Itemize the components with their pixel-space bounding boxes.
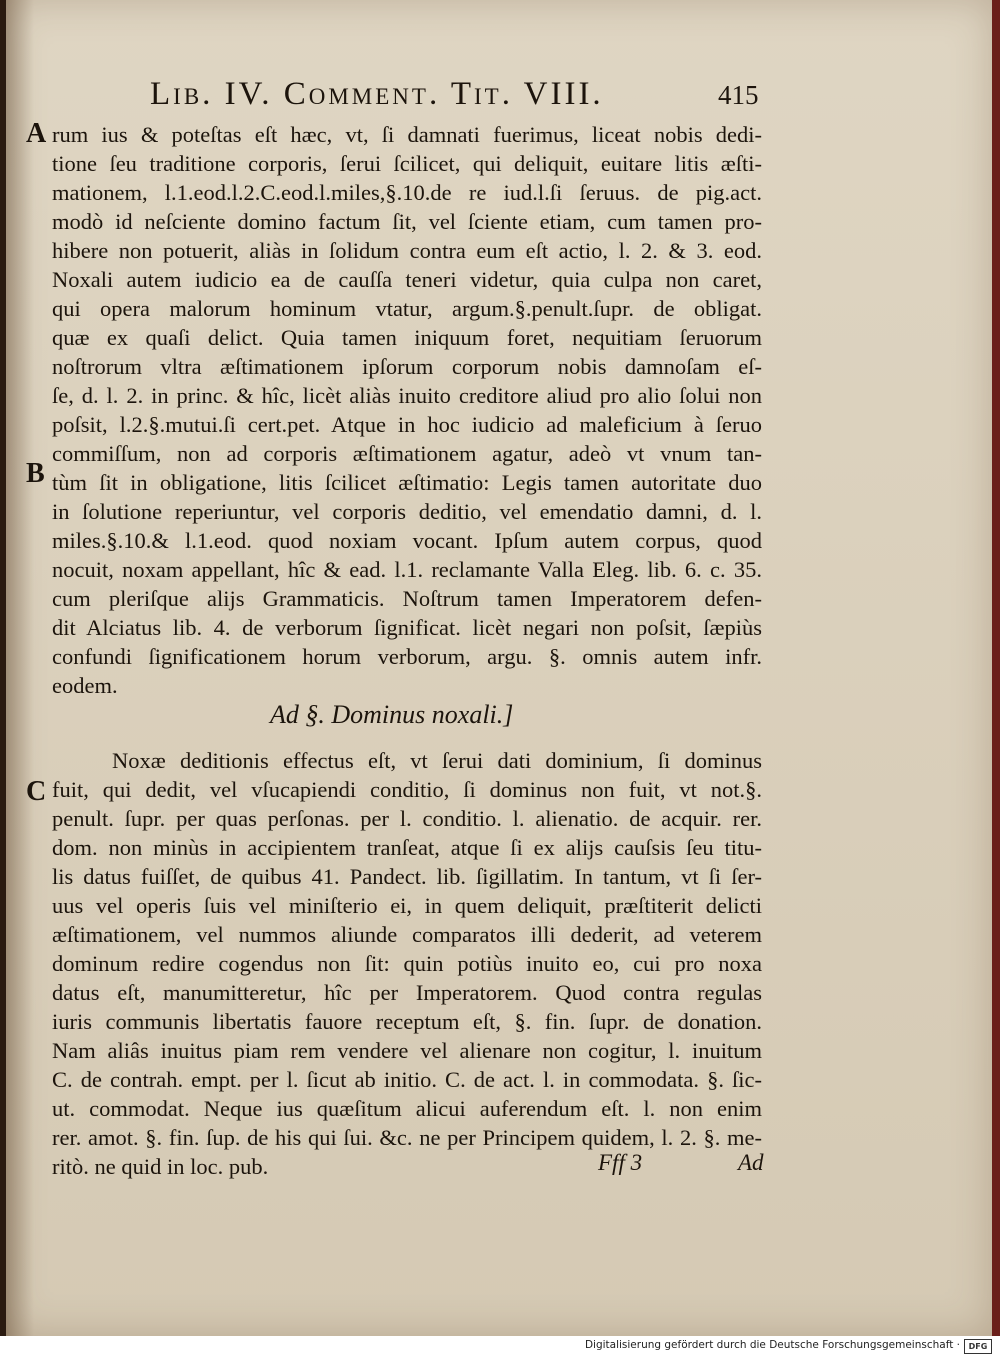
text-line: uus vel operis ſuis vel miniſterio ei, in quem deliquit, præſtiterit delicti [52, 893, 762, 918]
text-line: hibere non potuerit, aliàs in ſolidum contra eum eſt actio, l. 2. & 3. eod. [52, 238, 762, 263]
text-line: dom. non minùs in accipientem tranſeat, atque ſi ex alijs cauſsis ſeu titu- [52, 835, 762, 860]
text-line: modò id neſciente domino factum ſit, vel ſciente etiam, cum tamen pro- [52, 209, 762, 234]
margin-letter-a: A [26, 118, 47, 149]
text-line: ſe, d. l. 2. in princ. & hîc, licèt aliàs inuito creditore aliud pro alio ſolui non [52, 383, 762, 408]
text-line: C. de contrah. empt. per l. ſicut ab initio. C. de act. l. in commodata. §. ſic- [52, 1067, 762, 1092]
text-line: noſtrorum vltra æſtimationem ipſorum corporum nobis damnoſam eſ- [52, 354, 762, 379]
digitization-footer [0, 1336, 1000, 1356]
text-line: mationem, l.1.eod.l.2.C.eod.l.miles,§.10.de re iud.l.ſi ſeruus. de pig.act. [52, 180, 762, 205]
text-line: cum pleriſque alijs Grammaticis. Noſtrum tamen Imperatorem defen- [52, 586, 762, 611]
text-line: Noxali autem iudicio ea de cauſſa teneri videtur, quia culpa non caret, [52, 267, 762, 292]
text-line: commiſſum, non ad corporis æſtimationem agatur, adeò vt vnum tan- [52, 441, 762, 466]
text-line: tùm ſit in obligatione, litis ſcilicet æſtimatio: Legis tamen autoritate duo [52, 470, 762, 495]
page-number: 415 [718, 80, 759, 110]
text-line: nocuit, noxam appellant, hîc & ead. l.1. reclamante Valla Eleg. lib. 6. c. 35. [52, 557, 762, 582]
text-line: iuris communis libertatis fauore receptum eſt, §. fin. ſupr. de donation. [52, 1009, 762, 1034]
catchword: Ad [738, 1150, 764, 1175]
running-title: Lib. IV. Comment. Tit. VIII. [150, 76, 604, 112]
text-line: dit Alciatus lib. 4. de verborum ſignificat. licèt negari non poſsit, ſæpiùs [52, 615, 762, 640]
text-line: confundi ſignificationem horum verborum, argu. §. omnis autem infr. [52, 644, 762, 669]
text-line: miles.§.10.& l.1.eod. quod noxiam vocant. Ipſum autem corpus, quod [52, 528, 762, 553]
text-line: rer. amot. §. fin. ſup. de his qui ſui. &c. ne per Principem quidem, l. 2. §. me- [52, 1125, 762, 1150]
text-line: dominum redire cogendus non ſit: quin potiùs inuito eo, cui pro noxa [52, 951, 762, 976]
text-line: lis datus fuiſſet, de quibus 41. Pandect. lib. ſigillatim. In tantum, vt ſi ſer- [52, 864, 762, 889]
text-line: ut. commodat. Neque ius quæſitum alicui auferendum eſt. l. non enim [52, 1096, 762, 1121]
text-line: quæ ex quaſi delict. Quia tamen iniquum foret, nequitiam ſeruorum [52, 325, 762, 350]
text-line: eodem. [52, 673, 118, 698]
margin-letter-c: C [26, 776, 47, 807]
text-line: qui opera malorum hominum vtatur, argum.§.penult.ſupr. de obligat. [52, 296, 762, 321]
dfg-logo-icon: DFG [964, 1339, 992, 1354]
section-heading: Ad §. Dominus noxali.] [270, 700, 514, 729]
text-line: ritò. ne quid in loc. pub. [52, 1154, 269, 1179]
signature-mark: Fff 3 [598, 1150, 643, 1175]
text-line: fuit, qui dedit, vel vſucapiendi conditio, ſi dominus non fuit, vt not.§. [52, 777, 762, 802]
text-line: penult. ſupr. per quas perſonas. per l. conditio. l. alienatio. de acquir. rer. [52, 806, 762, 831]
margin-letter-b: B [26, 458, 45, 489]
text-line: tione ſeu traditione corporis, ſerui ſcilicet, qui deliquit, euitare litis æſti- [52, 151, 762, 176]
text-line: poſsit, l.2.§.mutui.ſi cert.pet. Atque in hoc iudicio ad maleficium à ſeruo [52, 412, 762, 437]
funding-credit: Digitalisierung gefördert durch die Deutsche Forschungsgemeinschaft · [584, 1339, 960, 1351]
page-edge [992, 0, 1000, 1336]
text-line: in ſolutione reperiuntur, vel corporis deditio, vel emendatio damni, d. l. [52, 499, 762, 524]
text-line: datus eſt, manumitteretur, hîc per Imperatorem. Quod contra regulas [52, 980, 762, 1005]
text-line: Noxæ deditionis effectus eſt, vt ſerui dati dominium, ſi dominus [112, 748, 762, 773]
text-line: Nam aliâs inuitus piam rem vendere vel alienare non cogitur, l. inuitum [52, 1038, 762, 1063]
text-line: rum ius & poteſtas eſt hæc, vt, ſi damnati fuerimus, liceat nobis dedi- [52, 122, 762, 147]
text-line: æſtimationem, vel nummos aliunde comparatos illi dederit, ad veterem [52, 922, 762, 947]
